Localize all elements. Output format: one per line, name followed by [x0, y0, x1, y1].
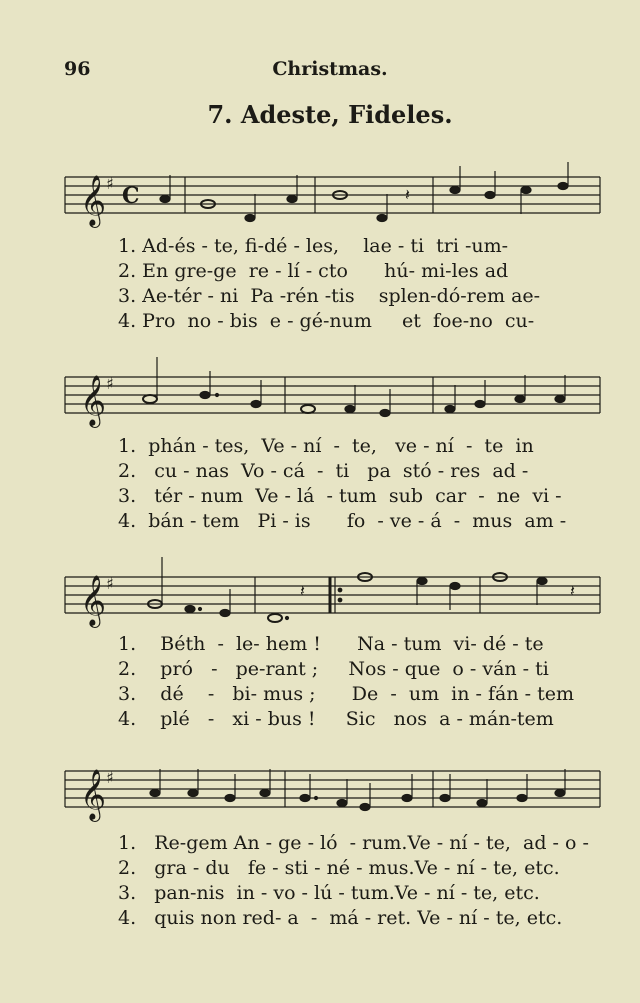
- verse-line: 4. bán - tem Pi - is fo - ve - á - mus am -: [118, 510, 567, 532]
- sharp-icon: ♯: [106, 374, 114, 393]
- verse-line: 3. pan-nis in - vo - lú - tum.Ve - ní - te, etc.: [118, 882, 540, 904]
- common-time-icon: C: [122, 183, 140, 209]
- music-staff-1: [60, 163, 605, 226]
- staff-notation-2: [60, 363, 605, 426]
- verse-line: 1. phán - tes, Ve - ní - te, ve - ní - te in: [118, 435, 534, 457]
- sharp-icon: ♯: [106, 768, 114, 787]
- verse-block-3: [118, 632, 598, 732]
- verse-line: 2. gra - du fe - sti - né - mus.Ve - ní - te, etc.: [118, 857, 560, 879]
- verse-line: 2. pró - pe-rant ; Nos - que o - ván - ti: [118, 658, 549, 680]
- verse-block-4: [118, 831, 598, 931]
- rest-icon: 𝄽: [300, 581, 305, 600]
- running-head: Christmas.: [272, 58, 388, 80]
- music-staff-3: [60, 563, 605, 626]
- music-staff-2: [60, 363, 605, 426]
- verse-line: 3. Ae-tér - ni Pa -rén -tis splen-dó-rem ae-: [118, 285, 541, 307]
- verse-line: 4. Pro no - bis e - gé-num et foe-no cu-: [118, 310, 535, 332]
- verse-line: 1. Béth - le- hem ! Na - tum vi- dé - te: [118, 633, 544, 655]
- staff-notation-1: [60, 163, 605, 226]
- hymn-title: 7. Adeste, Fideles.: [207, 100, 453, 129]
- rest-icon: 𝄽: [405, 185, 410, 204]
- verse-line: 3. tér - num Ve - lá - tum sub car - ne vi -: [118, 485, 562, 507]
- treble-clef-icon: 𝄞: [80, 575, 107, 626]
- rest-icon: 𝄽: [570, 581, 575, 600]
- verse-block-1: [118, 234, 598, 334]
- verse-line: 4. plé - xi - bus ! Sic nos a - mán-tem: [118, 708, 554, 730]
- verse-line: 3. dé - bi- mus ; De - um in - fán - tem: [118, 683, 574, 705]
- treble-clef-icon: 𝄞: [80, 375, 107, 426]
- treble-clef-icon: 𝄞: [80, 175, 107, 226]
- verse-line: 2. En gre-ge re - lí - cto hú- mi-les ad: [118, 260, 509, 282]
- staff-notation-4: [60, 757, 605, 820]
- verse-line: 2. cu - nas Vo - cá - ti pa stó - res ad -: [118, 460, 529, 482]
- verse-line: 1. Re-gem An - ge - ló - rum.Ve - ní - te, ad - o -: [118, 832, 589, 854]
- verse-line: 4. quis non red- a - má - ret. Ve - ní - te, etc.: [118, 907, 563, 929]
- sharp-icon: ♯: [106, 174, 114, 193]
- verse-line: 1. Ad-és - te, fi-dé - les, lae - ti tri -um-: [118, 235, 509, 257]
- staff-notation-3: [60, 563, 605, 626]
- sharp-icon: ♯: [106, 574, 114, 593]
- music-staff-4: [60, 757, 605, 820]
- verse-block-2: [118, 434, 598, 534]
- page-number: 96: [64, 58, 91, 80]
- treble-clef-icon: 𝄞: [80, 769, 107, 820]
